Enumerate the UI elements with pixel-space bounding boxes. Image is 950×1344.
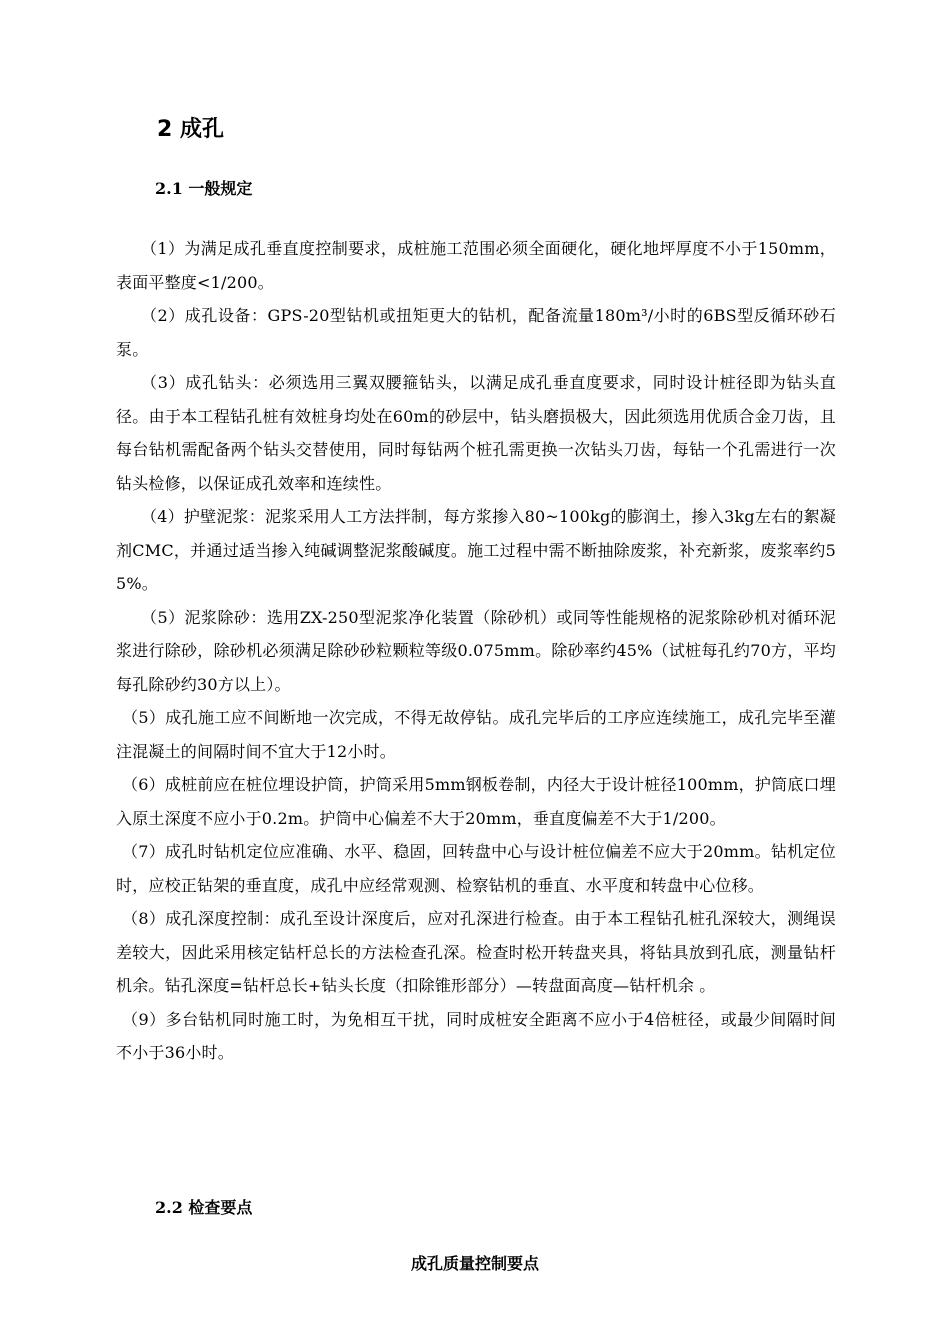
paragraph-4: （4）护壁泥浆：泥浆采用人工方法拌制，每方浆掺入80~100kg的膨润土，掺入3kg左右的絮凝剂CMC，并通过适当掺入纯碱调整泥浆酸碱度。施工过程中需不断抽除废浆，补充新浆，废浆率约55%。	[116, 507, 836, 593]
paragraph-10: （9）多台钻机同时施工时，为免相互干扰，同时成桩安全距离不应小于4倍桩径，或最少间隔时间不小于36小时。	[116, 1009, 836, 1062]
table-caption: 成孔质量控制要点	[410, 1254, 539, 1273]
paragraph-8: （7）成孔时钻机定位应准确、水平、稳固，回转盘中心与设计桩位偏差不应大于20mm。钻机定位时，应校正钻架的垂直度，成孔中应经常观测、检察钻机的垂直、水平度和转盘中心位移。	[116, 842, 836, 895]
subsection-heading-general: 2.1 一般规定	[155, 179, 253, 198]
paragraph-5: （5）泥浆除砂：选用ZX-250型泥浆净化装置（除砂机）或同等性能规格的泥浆除砂机对循环泥浆进行除砂，除砂机必须满足除砂砂粒颗粒等级0.075mm。除砂率约45%（试桩每孔约70方，平均每孔除砂约30方以上）。	[116, 607, 836, 694]
paragraph-9: （8）成孔深度控制：成孔至设计深度后，应对孔深进行检查。由于本工程钻孔桩孔深较大，测绳误差较大，因此采用核定钻杆总长的方法检查孔深。检查时松开转盘夹具，将钻具放到孔底，测量钻杆机余。钻孔深度=钻杆总长+钻头长度（扣除锥形部分）—转盘面高度—钻杆机余 。	[116, 909, 836, 995]
paragraph-6: （5）成孔施工应不间断地一次完成，不得无故停钻。成孔完毕后的工序应连续施工，成孔完毕至灌注混凝土的间隔时间不宜大于12小时。	[116, 708, 836, 761]
paragraph-2: （2）成孔设备：GPS-20型钻机或扭矩更大的钻机，配备流量180m³/小时的6BS型反循环砂石泵。	[116, 306, 836, 359]
section-heading: 2 成孔	[157, 117, 224, 142]
paragraph-1: （1）为满足成孔垂直度控制要求，成桩施工范围必须全面硬化，硬化地坪厚度不小于150mm，表面平整度<1/200。	[116, 239, 836, 292]
paragraph-7: （6）成桩前应在桩位埋设护筒，护筒采用5mm钢板卷制，内径大于设计桩径100mm，护筒底口埋入原土深度不应小于0.2m。护筒中心偏差不大于20mm，垂直度偏差不大于1/200。	[116, 775, 836, 828]
paragraph-3: （3）成孔钻头：必须选用三翼双腰箍钻头，以满足成孔垂直度要求，同时设计桩径即为钻头直径。由于本工程钻孔桩有效桩身均处在60m的砂层中，钻头磨损极大，因此须选用优质合金刀齿，且每台钻机需配备两个钻头交替使用，同时每钻两个桩孔需更换一次钻头刀齿，每钻一个孔需进行一次钻头检修，以保证成孔效率和连续性。	[116, 373, 836, 493]
general-rules-body	[116, 232, 836, 1070]
subsection-heading-checkpoints: 2.2 检查要点	[155, 1198, 253, 1217]
